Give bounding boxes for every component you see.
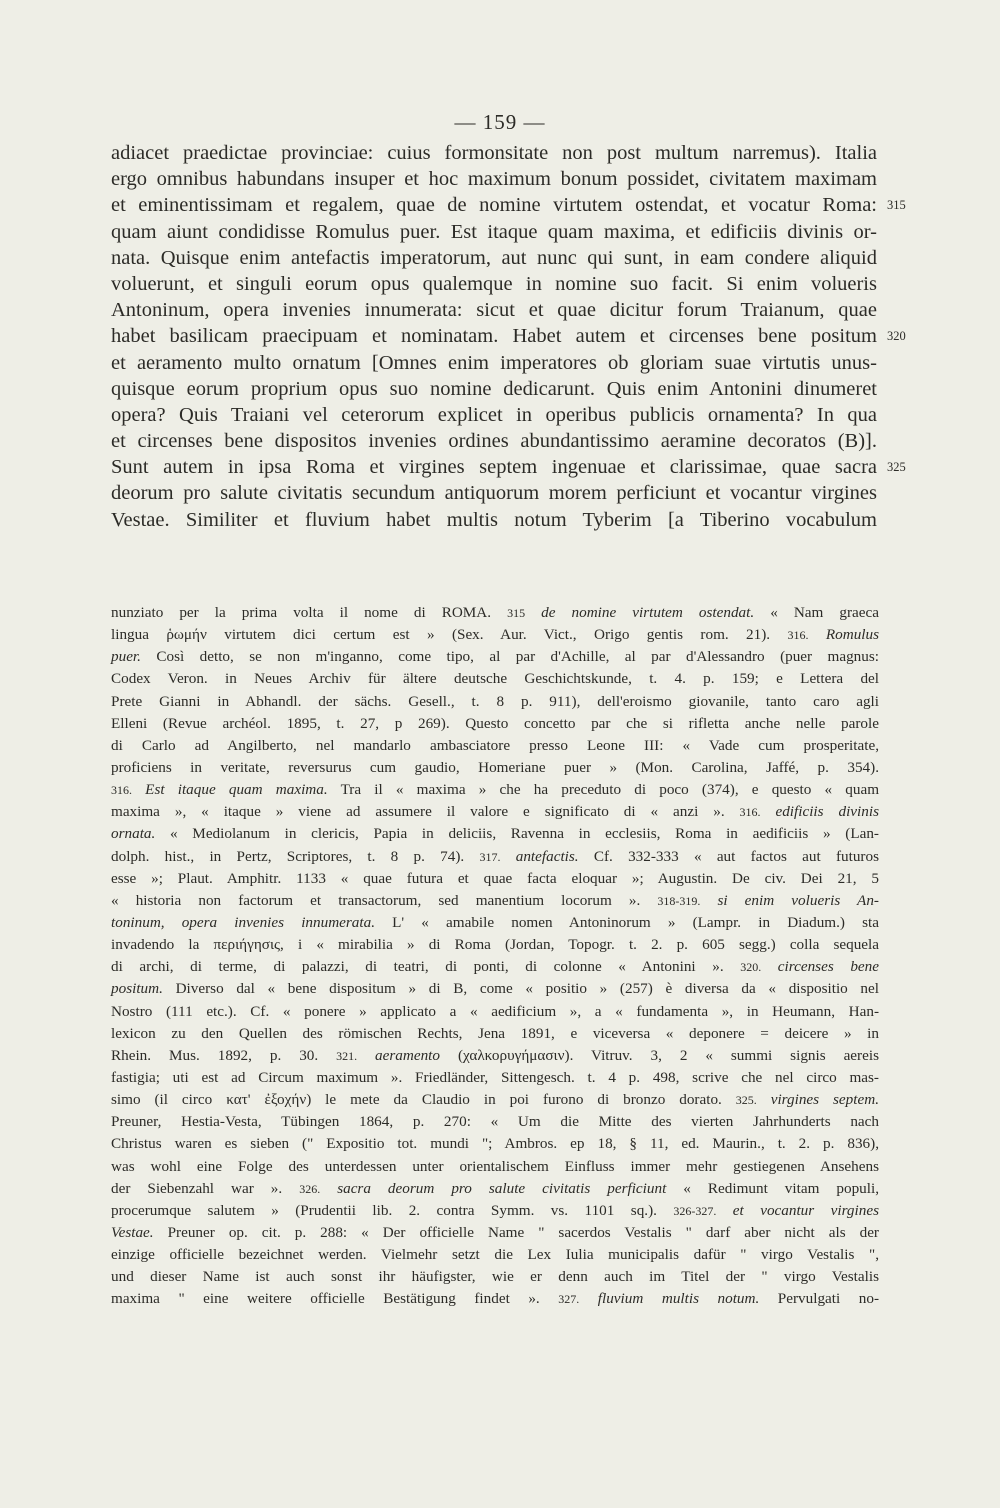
note-text: Preuner, Hestia-Vesta, Tübingen 1864, p. 270: « Um die Mitte des vierten Jahrhunderts nach: [111, 1113, 879, 1131]
note-text: Rhein. Mus. 1892, p. 30.: [111, 1046, 337, 1064]
note-line: [111, 890, 879, 912]
note-line: [111, 1244, 879, 1266]
note-line: [111, 846, 879, 868]
note-lemma: et vocantur virgines: [716, 1201, 879, 1219]
note-text: esse »; Plaut. Amphitr. 1133 « quae futura et quae facta eloquar »; Augustin. De civ. Dei 21, 5: [111, 869, 879, 887]
note-lemma: Romulus: [808, 626, 880, 644]
note-text: maxima », « itaque » viene ad assumere il valore e significato di « anzi ».: [111, 803, 740, 821]
text-line-content: nata. Quisque enim antefactis imperatorum, aut nunc qui sunt, in eam condere aliquid: [111, 246, 877, 269]
note-text: L' « amabile nomen Antoninorum » (Lampr. in Diadum.) sta: [375, 913, 879, 931]
note-lemma: ornata.: [111, 825, 156, 843]
note-text: der Siebenzahl war ».: [111, 1179, 300, 1197]
note-text: lexicon zu den Quellen des römischen Rechts, Jena 1891, e viceversa « deponere = deicere » in: [111, 1024, 879, 1042]
note-line: [111, 668, 879, 690]
note-lemma: si enim volueris An-: [700, 891, 879, 909]
main-text: [111, 140, 906, 533]
note-line-ref: 327.: [558, 1292, 580, 1307]
text-line: [111, 323, 906, 349]
note-line-ref: 316.: [739, 805, 761, 820]
note-lemma: sacra deorum pro salute civitatis perficiunt: [320, 1179, 667, 1197]
note-line: [111, 1156, 879, 1178]
note-text: und dieser Name ist auch sonst ihr häufigster, wie er denn auch im Titel der " virgo Vestalis: [111, 1268, 879, 1286]
note-line: [111, 801, 879, 823]
text-line-content: Antoninum, opera invenies innumerata: sicut et quae dicitur forum Traianum, quae: [111, 299, 877, 322]
note-line-ref: 318-319.: [657, 893, 701, 908]
note-text: proficiens in veritate, reversurus cum gaudio, Homeriane puer » (Mon. Carolina, Jaffé, p. 354).: [111, 758, 879, 776]
note-text: nunziato per la prima volta il nome di ROMA.: [111, 604, 508, 621]
text-line: [111, 219, 877, 245]
commentary-notes: [111, 602, 879, 1311]
text-line-content: Sunt autem in ipsa Roma et virgines septem ingenuae et clarissimae, quae sacra: [111, 456, 877, 479]
note-line-ref: 326-327.: [673, 1203, 717, 1218]
note-line: [111, 779, 879, 801]
note-lemma: Est itaque quam maxima.: [132, 781, 328, 799]
note-text: procerumque salutem » (Prudentii lib. 2. contra Symm. vs. 1101 sq.).: [111, 1201, 674, 1219]
text-line-content: quam aiunt condidisse Romulus puer. Est itaque quam maxima, et edificiis divinis or-: [111, 220, 877, 243]
note-line: [111, 691, 879, 713]
note-line: [111, 934, 879, 956]
text-line: [111, 271, 877, 297]
note-lemma: edificiis divinis: [760, 803, 879, 821]
note-lemma: de nomine virtutem ostendat.: [525, 604, 755, 621]
note-line: [111, 1200, 879, 1222]
note-text: lingua ῥωμήν virtutem dici certum est » (Sex. Aur. Vict., Origo gentis rom. 21).: [111, 626, 788, 644]
note-line: [111, 735, 879, 757]
text-line: [111, 402, 877, 428]
note-text: fastigia; uti est ad Circum maximum ». Friedländer, Sittengesch. t. 4 p. 498, scrive che nel circo mas-: [111, 1068, 879, 1086]
text-line: [111, 376, 877, 402]
note-line: [111, 1133, 879, 1155]
note-line: [111, 1001, 879, 1023]
text-line-content: et circenses bene dispositos invenies ordines abundantissimo aeramine decoratos (B)].: [111, 430, 877, 453]
note-text: Tra il « maxima » che ha preceduto di poco (374), e questo « quam: [327, 781, 880, 799]
note-text: maxima " eine weitere officielle Bestätigung findet ».: [111, 1290, 559, 1308]
note-line: [111, 646, 879, 668]
text-line: [111, 507, 877, 533]
note-text: « Mediolanum in clericis, Papia in deliciis, Ravenna in ecclesiis, Roma in aedificiis » (Lan-: [155, 825, 879, 843]
note-line: [111, 1178, 879, 1200]
note-text: Diverso dal « bene dispositum » di B, come « positio » (257) è diversa da « dispositio nel: [162, 980, 879, 998]
note-text: Christus waren es sieben (" Expositio tot. mundi "; Ambros. ep 18, § 11, ed. Maurin., t. 2. p. 836),: [111, 1135, 879, 1153]
note-line: [111, 978, 879, 1000]
text-line: [111, 454, 906, 480]
note-lemma: circenses bene: [761, 958, 879, 976]
line-number: 315: [887, 198, 906, 213]
text-line: [111, 140, 877, 166]
note-line: [111, 713, 879, 735]
note-text: Elleni (Revue archéol. 1895, t. 27, p 269). Questo concetto par che si rifletta anche nelle parole: [111, 714, 879, 732]
note-text: simo (il circo κατ' ἐξοχήν) le mete da Claudio in poi furono di bronzo dorato.: [111, 1091, 736, 1109]
text-line-content: et eminentissimam et regalem, quae de nomine virtutem ostendat, et vocatur Roma:: [111, 194, 877, 217]
note-lemma: virgines septem.: [756, 1091, 879, 1109]
text-line-content: voluerunt, et singuli eorum opus qualemque in nomine suo facit. Si enim volueris: [111, 272, 877, 295]
text-line-content: et aeramento multo ornatum [Omnes enim imperatores ob gloriam suae virtutis unus-: [111, 351, 877, 374]
note-line: [111, 868, 879, 890]
text-line: [111, 480, 877, 506]
note-text: « Redimunt vitam populi,: [666, 1179, 879, 1197]
note-line-ref: 315: [507, 606, 526, 620]
text-line: [111, 166, 877, 192]
text-line-content: Vestae. Similiter et fluvium habet multis notum Tyberim [a Tiberino vocabulum: [111, 508, 877, 531]
note-line: [111, 602, 879, 624]
note-text: « historia non factorum et transactorum, sed manentium locorum ».: [111, 891, 658, 909]
note-line: [111, 912, 879, 934]
note-text: Così detto, se non m'inganno, come tipo, al par d'Achille, al par d'Alessandro (puer magnus:: [140, 648, 879, 666]
note-line: [111, 757, 879, 779]
note-line-ref: 316.: [111, 783, 132, 798]
text-line-content: ergo omnibus habundans insuper et hoc maximum bonum possidet, civitatem maximam: [111, 168, 877, 191]
text-line-content: quisque eorum proprium opus suo nomine dedicarunt. Quis enim Antonini dinumeret: [111, 377, 877, 400]
note-line: [111, 1111, 879, 1133]
note-line: [111, 1266, 879, 1288]
note-line: [111, 1045, 879, 1067]
note-line: [111, 1067, 879, 1089]
note-lemma: toninum, opera invenies innumerata.: [111, 913, 376, 931]
note-line-ref: 320.: [740, 960, 762, 975]
note-text: Cf. 332-333 « aut factos aut futuros: [578, 847, 879, 865]
note-text: Preuner op. cit. p. 288: « Der officielle Name " sacerdos Vestalis " darf aber nicht als der: [153, 1223, 879, 1241]
note-text: einzige officielle bezeichnet werden. Vielmehr setzt die Lex Iulia municipalis dafür " virgo Vestalis ",: [111, 1246, 879, 1264]
note-line: [111, 1222, 879, 1244]
note-line-ref: 321.: [336, 1048, 358, 1063]
note-text: was wohl eine Folge des unterdessen unter orientalischem Einfluss immer mehr gestiegenen Ansehens: [111, 1157, 879, 1175]
note-text: (χαλκορυγήμασιν). Vitruv. 3, 2 « summi signis aereis: [440, 1046, 879, 1064]
text-line-content: adiacet praedictae provinciae: cuius formonsitate non post multum narremus). Italia: [111, 142, 877, 164]
line-number: 325: [887, 460, 906, 475]
text-line-content: deorum pro salute civitatis secundum antiquorum morem perficiunt et vocantur virgines: [111, 482, 877, 505]
note-lemma: Vestae.: [111, 1223, 154, 1241]
note-line-ref: 316.: [787, 628, 809, 643]
note-line-ref: 326.: [299, 1181, 321, 1196]
text-line: [111, 297, 877, 323]
note-line: [111, 1023, 879, 1045]
text-line-content: opera? Quis Traiani vel ceterorum explicet in operibus publicis ornamenta? In qua: [111, 403, 877, 426]
text-line-content: habet basilicam praecipuam et nominatam. Habet autem et circenses bene positum: [111, 325, 877, 348]
text-line: [111, 350, 877, 376]
note-lemma: antefactis.: [500, 847, 579, 865]
note-lemma: puer.: [111, 648, 141, 666]
note-text: Prete Gianni in Abhandl. der sächs. Gesell., t. 8 p. 911), dell'eroismo giovanile, tanto caro agli: [111, 692, 879, 710]
text-line: [111, 192, 906, 218]
note-line: [111, 624, 879, 646]
note-text: dolph. hist., in Pertz, Scriptores, t. 8 p. 74).: [111, 847, 480, 865]
note-text: Pervulgati no-: [759, 1290, 880, 1308]
text-line: [111, 245, 877, 271]
note-line-ref: 325.: [735, 1093, 757, 1108]
note-line: [111, 1288, 879, 1310]
note-line: [111, 823, 879, 845]
note-lemma: aeramento: [357, 1046, 441, 1064]
note-lemma: fluvium multis notum.: [579, 1290, 760, 1308]
note-text: Codex Veron. in Neues Archiv für ältere deutsche Geschichtskunde, t. 4. p. 159; e Lettera del: [111, 670, 879, 688]
note-text: di Carlo ad Angilberto, nel mandarlo ambasciatore presso Leone III: « Vade cum prosperitate,: [111, 736, 879, 754]
line-number: 320: [887, 329, 906, 344]
note-line-ref: 317.: [479, 849, 501, 864]
note-text: « Nam graeca: [754, 604, 880, 621]
page-number: — 159 —: [454, 110, 546, 134]
note-lemma: positum.: [111, 980, 163, 998]
note-line: [111, 956, 879, 978]
text-line: [111, 428, 877, 454]
note-text: Nostro (111 etc.). Cf. « ponere » applicato a « aedificium », a « fundamenta », in Heumann, Han-: [111, 1002, 879, 1020]
note-text: di archi, di terme, di palazzi, di teatri, di ponti, di colonne « Antonini ».: [111, 958, 741, 976]
note-text: invadendo la περιήγησις, i « mirabilia » di Roma (Jordan, Topogr. t. 2. p. 605 segg.) colla sequela: [111, 936, 879, 954]
note-line: [111, 1089, 879, 1111]
